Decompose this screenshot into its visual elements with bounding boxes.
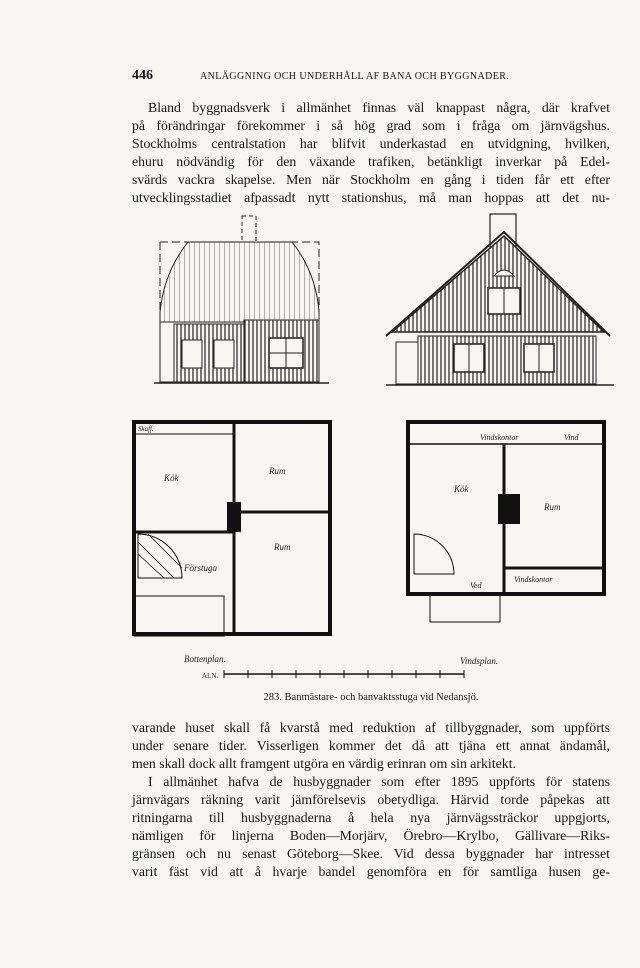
text-line: Stockholms centralstation har blifvit underkastad en utvidgning, hvilken, (132, 136, 610, 151)
label-rum-attic: Rum (544, 502, 561, 512)
label-kok: Kök (164, 473, 179, 483)
running-title: ANLÄGGNING OCH UNDERHÅLL AF BANA OCH BYGGNADER. (200, 71, 510, 82)
figure-caption: 283. Banmästare- och banvaktsstuga vid Nedansjö. (263, 692, 479, 703)
paragraph-2 (132, 719, 610, 773)
label-vindskontor-2: Vindskontor (514, 575, 553, 584)
text-line: nämligen för linjerna Boden—Morjärv, Örebro—Krylbo, Gällivare—Riks- (132, 828, 610, 843)
label-kok-attic: Kök (454, 484, 469, 494)
paragraph-1 (132, 99, 610, 207)
text-line: på förändringar förekommer i så hög grad som i fråga om järnvägshus. (132, 118, 610, 133)
text-line: utvecklingsstadiet afpassadt nytt stationshus, må man hoppas att det nu- (132, 190, 610, 205)
label-vindskontor: Vindskontor (480, 433, 519, 442)
label-scale: ALN. (202, 672, 219, 680)
scale-bar (202, 670, 464, 680)
side-elevation (154, 216, 329, 383)
label-rum: Rum (269, 466, 286, 476)
text-line: varande huset skall få kvarstå med reduktion af tillbyggnader, som uppförts (132, 720, 610, 735)
text-line: ehuru nödvändig för den växande trafiken, betänkligt inverkar på Edel- (132, 154, 610, 169)
label-ved: Ved (470, 581, 482, 590)
label-rum-2: Rum (274, 542, 291, 552)
attic-floor-plan (408, 422, 604, 666)
label-bottenplan: Bottenplan. (184, 654, 226, 664)
text-line: Bland byggnadsverk i allmänhet finnas väl knappast några, där krafvet (148, 100, 610, 115)
label-forstuga: Förstuga (184, 563, 218, 573)
page-number: 446 (132, 68, 153, 83)
paragraph-3 (132, 773, 610, 881)
figure-house-drawings (124, 212, 616, 682)
ground-floor-plan (134, 422, 330, 664)
text-line: gränsen och nu senast Göteborg—Skee. Vid dessa byggnader har intresset (132, 846, 610, 861)
label-vind: Vind (564, 433, 579, 442)
text-line: under senare tider. Visserligen kommer det då att tjäna ett annat ändamål, (132, 738, 610, 753)
text-line: svärds vackra skapelse. Men när Stockholm en gång i tiden får ett efter (132, 172, 610, 187)
label-skafferi: Skaff. (138, 425, 154, 433)
text-line: järnvägars räkning varit jämförelsevis obetydliga. Härvid torde påpekas att (132, 792, 610, 807)
text-line: men skall dock allt framgent utgöra en värdig erinran om sin arkitekt. (132, 756, 516, 771)
text-line: varit fäst vid att å hvarje bandel genomföra en för samtliga husen ge- (132, 864, 610, 879)
gable-elevation (386, 214, 614, 385)
text-line: ritningarna till husbyggnaderna å hela nya järnvägssträckor uppgjorts, (132, 810, 610, 825)
label-vindsplan: Vindsplan. (460, 656, 499, 666)
text-line: I allmänhet hafva de husbyggnader som efter 1895 uppförts för statens (148, 774, 610, 789)
